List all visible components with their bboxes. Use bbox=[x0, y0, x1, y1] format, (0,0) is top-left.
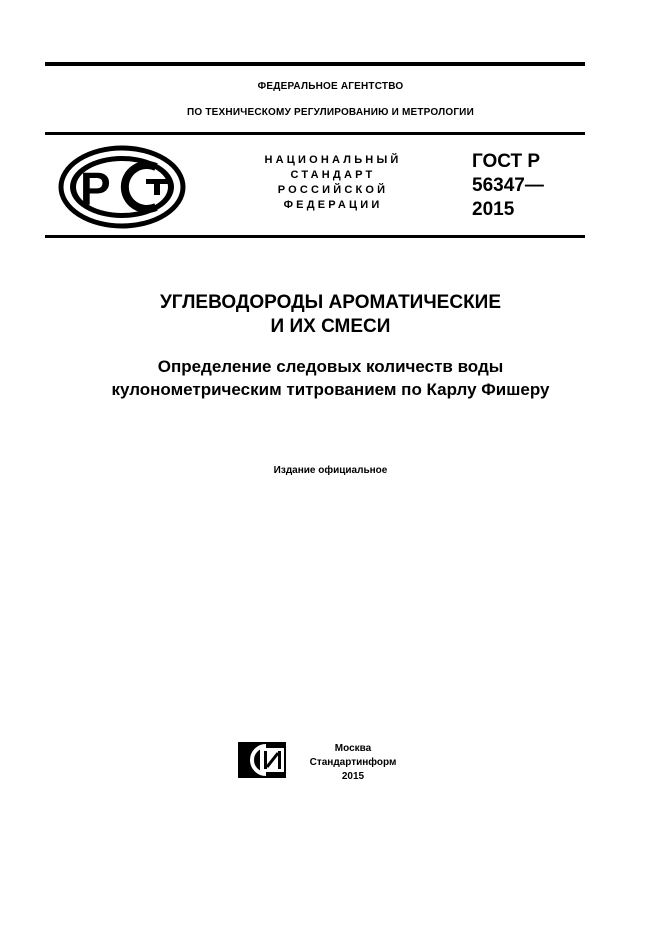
national-line-2: СТАНДАРТ bbox=[290, 169, 376, 181]
national-standard-label bbox=[248, 153, 418, 213]
publisher-year: 2015 bbox=[341, 771, 365, 782]
gost-line-3: 2015 bbox=[472, 199, 515, 220]
publisher-block bbox=[298, 742, 408, 784]
top-rule bbox=[45, 62, 585, 66]
box-top-rule bbox=[45, 132, 585, 135]
national-line-1: НАЦИОНАЛЬНЫЙ bbox=[264, 154, 402, 166]
rst-logo-icon bbox=[58, 145, 186, 229]
subtitle-line-2: кулонометрическим титрованием по Карлу Фишеру bbox=[111, 380, 550, 399]
svg-text:Р: Р bbox=[80, 163, 111, 215]
national-line-3: РОССИЙСКОЙ bbox=[277, 184, 389, 196]
agency-line-1: ФЕДЕРАЛЬНОЕ АГЕНТСТВО bbox=[257, 81, 404, 92]
agency-line-2: ПО ТЕХНИЧЕСКОМУ РЕГУЛИРОВАНИЮ И МЕТРОЛОГИИ bbox=[187, 107, 474, 118]
gost-designation bbox=[472, 150, 544, 222]
publisher-name: Стандартинформ bbox=[309, 757, 397, 768]
document-subtitle bbox=[0, 355, 661, 401]
title-line-1: УГЛЕВОДОРОДЫ АРОМАТИЧЕСКИЕ bbox=[159, 292, 502, 313]
standartinform-logo-icon bbox=[236, 740, 288, 780]
edition-label: Издание официальное bbox=[273, 465, 388, 476]
title-line-2: И ИХ СМЕСИ bbox=[270, 316, 391, 337]
national-line-4: ФЕДЕРАЦИИ bbox=[283, 199, 383, 211]
box-bottom-rule bbox=[45, 235, 585, 238]
gost-line-2: 56347— bbox=[472, 175, 544, 196]
publisher-city: Москва bbox=[334, 743, 372, 754]
gost-line-1: ГОСТ Р bbox=[472, 151, 541, 172]
subtitle-line-1: Определение следовых количеств воды bbox=[157, 357, 504, 376]
document-title bbox=[0, 291, 661, 339]
